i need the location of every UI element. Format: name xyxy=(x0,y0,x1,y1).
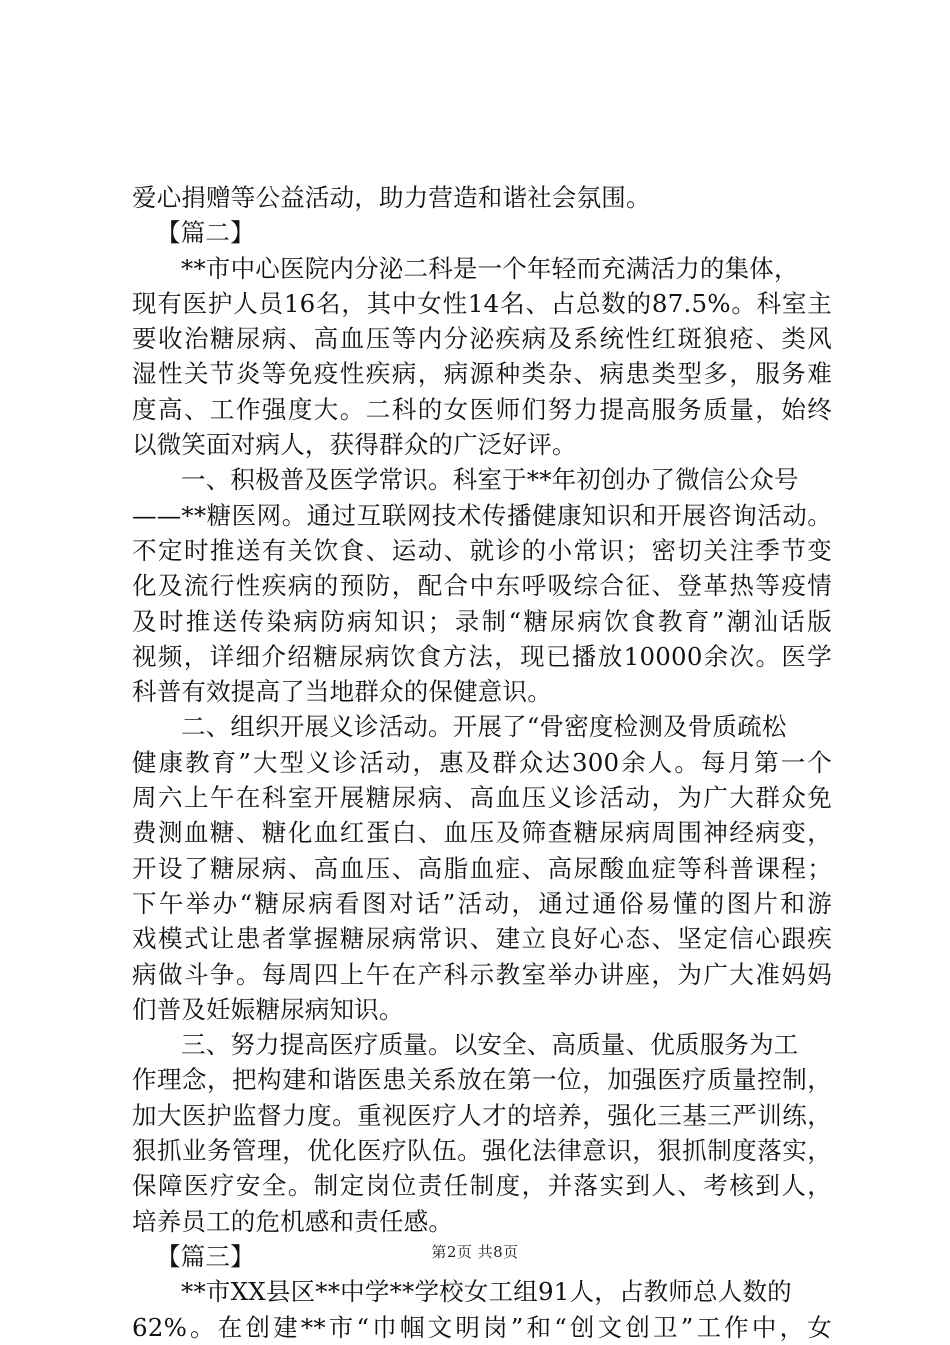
text-line: 费测血糖、糖化血红蛋白、血压及筛查糖尿病周围神经病变， xyxy=(132,818,832,848)
text-line: **市XX县区**中学**学校女工组91人，占教师总人数的 xyxy=(181,1277,792,1307)
text-line: 周六上午在科室开展糖尿病、高血压义诊活动，为广大群众免 xyxy=(132,783,832,813)
text-line: 们普及妊娠糖尿病知识。 xyxy=(132,994,404,1024)
text-line: ——**糖医网。通过互联网技术传播健康知识和开展咨询活动。 xyxy=(132,500,832,530)
text-line: 度高、工作强度大。二科的女医师们努力提高服务质量，始终 xyxy=(132,394,832,424)
text-line: 科普有效提高了当地群众的保健意识。 xyxy=(132,677,552,707)
text-line: 培养员工的危机感和责任感。 xyxy=(132,1206,454,1236)
text-line: 以微笑面对病人，获得群众的广泛好评。 xyxy=(132,430,577,460)
document-body xyxy=(132,180,832,1345)
text-line: 要收治糖尿病、高血压等内分泌疾病及系统性红斑狼疮、类风 xyxy=(132,324,832,354)
text-line: 开设了糖尿病、高血压、高脂血症、高尿酸血症等科普课程； xyxy=(132,853,832,883)
text-line: 狠抓业务管理，优化医疗队伍。强化法律意识，狠抓制度落实， xyxy=(132,1136,832,1166)
text-line: 一、积极普及医学常识。科室于**年初创办了微信公众号 xyxy=(181,465,799,495)
text-line: 爱心捐赠等公益活动，助力营造和谐社会氛围。 xyxy=(132,183,651,212)
text-line: 病做斗争。每周四上午在产科示教室举办讲座，为广大准妈妈 xyxy=(132,959,832,989)
text-line: 视频，详细介绍糖尿病饮食方法，现已播放10000余次。医学 xyxy=(132,641,832,671)
text-line: 作理念，把构建和谐医患关系放在第一位，加强医疗质量控制， xyxy=(132,1065,832,1095)
text-line: 三、努力提高医疗质量。以安全、高质量、优质服务为工 xyxy=(181,1030,799,1060)
text-line: 加大医护监督力度。重视医疗人才的培养，强化三基三严训练， xyxy=(132,1100,832,1130)
section-heading: 【篇三】 xyxy=(156,1241,255,1271)
text-line: 二、组织开展义诊活动。开展了“骨密度检测及骨质疏松 xyxy=(181,712,787,742)
text-line: 现有医护人员16名，其中女性14名、占总数的87.5%。科室主 xyxy=(132,288,832,318)
text-line: 戏模式让患者掌握糖尿病常识、建立良好心态、坚定信心跟疾 xyxy=(132,924,832,954)
text-line: 不定时推送有关饮食、运动、就诊的小常识；密切关注季节变 xyxy=(132,535,832,565)
text-line: 下午举办“糖尿病看图对话”活动，通过通俗易懂的图片和游 xyxy=(132,888,832,918)
text-line: **市中心医院内分泌二科是一个年轻而充满活力的集体， xyxy=(181,253,799,283)
section-heading: 【篇二】 xyxy=(156,218,255,248)
text-line: 湿性关节炎等免疫性疾病，病源种类杂、病患类型多，服务难 xyxy=(132,359,832,389)
text-line: 保障医疗安全。制定岗位责任制度，并落实到人、考核到人， xyxy=(132,1171,832,1201)
page-footer: 第2页 共8页 xyxy=(431,1243,519,1261)
text-line: 及时推送传染病防病知识；录制“糖尿病饮食教育”潮汕话版 xyxy=(132,606,832,636)
text-line: 健康教育”大型义诊活动，惠及群众达300余人。每月第一个 xyxy=(132,747,832,777)
text-line: 化及流行性疾病的预防，配合中东呼吸综合征、登革热等疫情 xyxy=(132,571,832,601)
text-line: 62%。在创建**市“巾帼文明岗”和“创文创卫”工作中，女 xyxy=(132,1312,832,1342)
